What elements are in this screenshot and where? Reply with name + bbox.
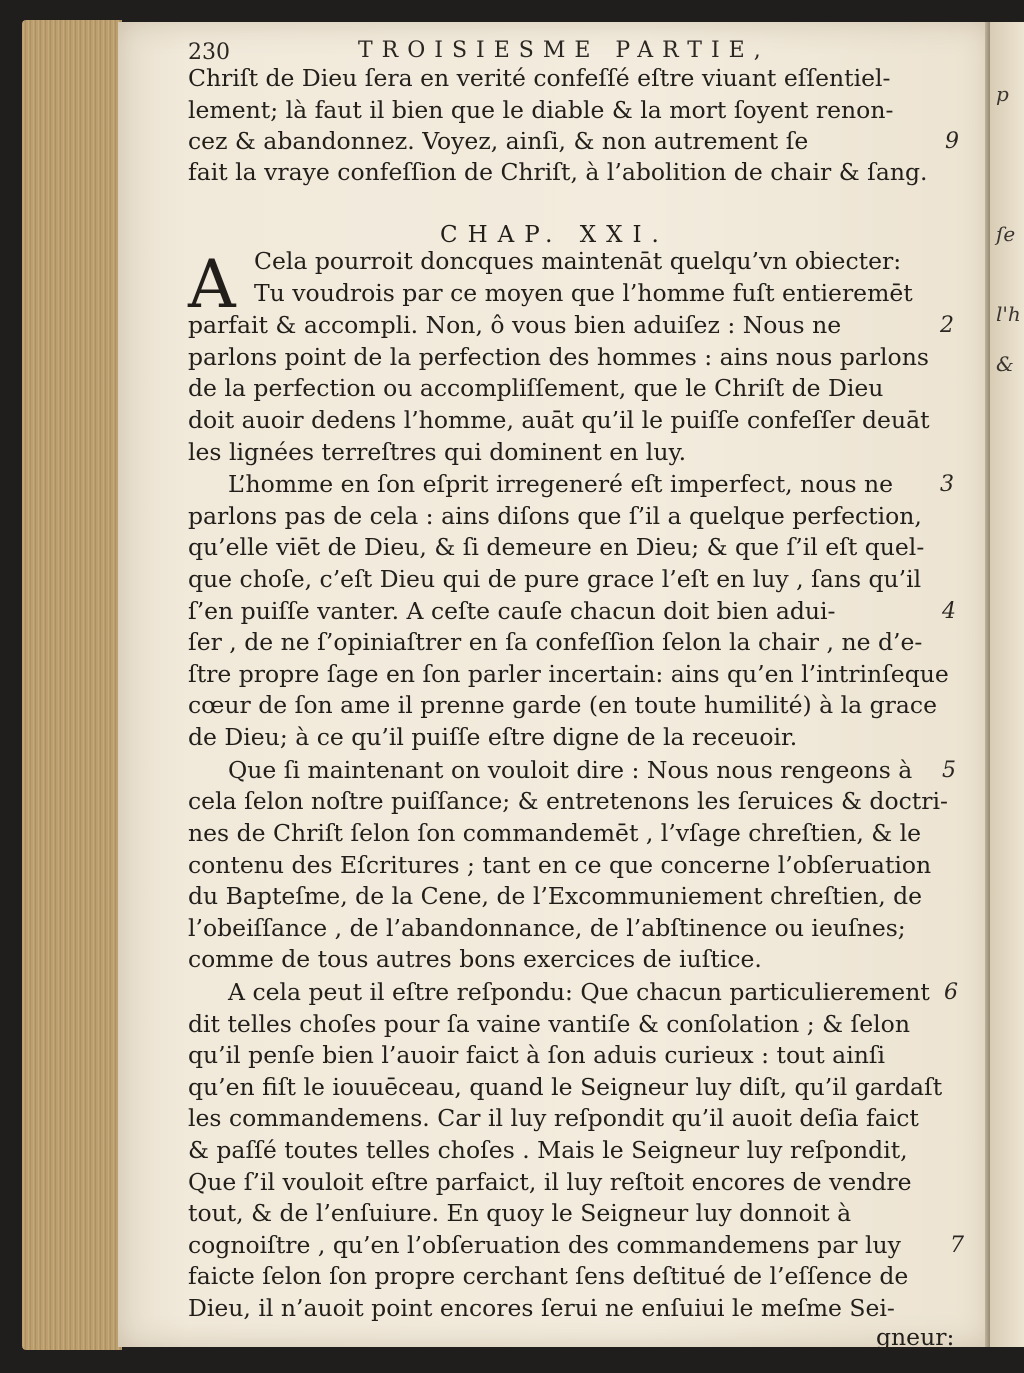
margin-number: 4: [942, 598, 956, 624]
text-line: parfait & accompli. Non, ô vous bien aduiſez : Nous ne: [188, 311, 842, 340]
text-line: de la perfection ou accompliſſement, que le Chriſt de Dieu: [188, 374, 884, 403]
adjacent-page-edge: [990, 22, 1024, 1347]
text-line: que choſe, c’eſt Dieu qui de pure grace l’eſt en luy , ſans qu’il: [188, 565, 922, 594]
text-line: cela ſelon noſtre puiſſance; & entretenons les ſeruices & doctri-: [188, 787, 948, 816]
text-line: dit telles choſes pour ſa vaine vantiſe & conſolation ; & ſelon: [188, 1009, 910, 1038]
text-line: faicte ſelon ſon propre cerchant ſens deſtitué de l’eſſence de: [188, 1262, 909, 1291]
text-line: l’obeiſſance , de l’abandonnance, de l’abſtinence ou ieuſnes;: [188, 913, 906, 942]
text-line: cez & abandonnez. Voyez, ainſi, & non autrement ſe: [188, 127, 809, 156]
text-line: L’homme en ſon eſprit irregeneré eſt imperfect, nous ne: [228, 470, 894, 499]
adjacent-page-fragment: &: [996, 352, 1014, 376]
text-line: les commandemens. Car il luy reſpondit qu’il auoit deſia faict: [188, 1104, 919, 1133]
adjacent-page-fragment: p: [996, 82, 1009, 106]
text-line: Tu voudrois par ce moyen que l’homme fuſt entieremēt: [254, 278, 913, 307]
text-line: cœur de ſon ame il prenne garde (en toute humilité) à la grace: [188, 691, 937, 720]
margin-number: 5: [942, 757, 956, 783]
text-line: Chriſt de Dieu ſera en verité confeſſé eſtre viuant eſſentiel-: [188, 64, 891, 92]
margin-number: 6: [944, 979, 958, 1005]
text-line: parlons point de la perfection des hommes : ains nous parlons: [188, 342, 929, 371]
text-line: Que ſ’il vouloit eſtre parfaict, il luy reſtoit encores de vendre: [188, 1167, 912, 1196]
text-line: contenu des Eſcritures ; tant en ce que concerne l’obſeruation: [188, 850, 932, 879]
text-line: ſer , de ne ſ’opiniaſtrer en ſa confeſſion ſelon la chair , ne d’e-: [188, 628, 923, 657]
margin-number: 9: [945, 129, 959, 155]
text-line: gneur:: [876, 1322, 955, 1351]
text-line: A cela peut il eſtre reſpondu: Que chacun particulierement: [228, 977, 930, 1006]
text-line: les lignées terreſtres qui dominent en luy.: [188, 437, 687, 466]
text-line: tout, & de l’enſuiure. En quoy le Seigneur luy donnoit à: [188, 1199, 852, 1228]
drop-cap: A: [188, 246, 236, 323]
text-line: de Dieu; à ce qu’il puiſſe eſtre digne de la receuoir.: [188, 723, 798, 752]
text-line: cognoiſtre , qu’en l’obſeruation des commandemens par luy: [188, 1230, 901, 1259]
text-line: comme de tous autres bons exercices de iuſtice.: [188, 945, 762, 974]
text-line: & paſſé toutes telles choſes . Mais le Seigneur luy reſpondit,: [188, 1136, 908, 1164]
text-line: ſtre propre ſage en ſon parler incertain: ains qu’en l’intrinſeque: [188, 659, 949, 688]
text-line: Que ſi maintenant on vouloit dire : Nous nous rengeons à: [228, 755, 913, 784]
text-line: Dieu, il n’auoit point encores ſerui ne enſuiui le meſme Sei-: [188, 1294, 895, 1323]
text-line: qu’en fiſt le iouuēceau, quand le Seigneur luy diſt, qu’il gardaſt: [188, 1072, 943, 1101]
margin-number: 3: [940, 472, 954, 498]
margin-number: 2: [940, 313, 954, 339]
margin-number: 7: [950, 1232, 964, 1258]
running-head: [188, 38, 948, 66]
chapter-heading: CHAP. XXI.: [440, 222, 669, 248]
adjacent-page-fragment: l'h: [996, 302, 1021, 326]
text-line: doit auoir dedens l’homme, auāt qu’il le puiſſe confeſſer deuāt: [188, 406, 930, 434]
text-line: nes de Chriſt ſelon ſon commandemēt , l’vſage chreſtien, & le: [188, 818, 922, 847]
text-line: qu’elle viēt de Dieu, & ſi demeure en Dieu; & que ſ’il eſt quel-: [188, 533, 925, 562]
text-line: lement; là faut il bien que le diable & la mort ſoyent renon-: [188, 95, 894, 124]
text-line: Cela pourroit doncques maintenāt quelqu’vn obiecter:: [254, 246, 902, 275]
page-number: 230: [188, 40, 230, 65]
text-line: fait la vraye confeſſion de Chriſt, à l’abolition de chair & ſang.: [188, 157, 928, 186]
text-line: ſ’en puiſſe vanter. A ceſte cauſe chacun doit bien adui-: [188, 596, 836, 625]
running-head-title: TROISIESME PARTIE,: [358, 38, 770, 63]
book-page-block: [22, 20, 122, 1350]
adjacent-page-fragment: ſe: [996, 222, 1016, 246]
text-line: du Bapteſme, de la Cene, de l’Excommuniement chreſtien, de: [188, 882, 923, 911]
text-line: parlons pas de cela : ains diſons que ſ’il a quelque perfection,: [188, 501, 922, 530]
text-line: qu’il penſe bien l’auoir faict à ſon aduis curieux : tout ainſi: [188, 1041, 886, 1070]
